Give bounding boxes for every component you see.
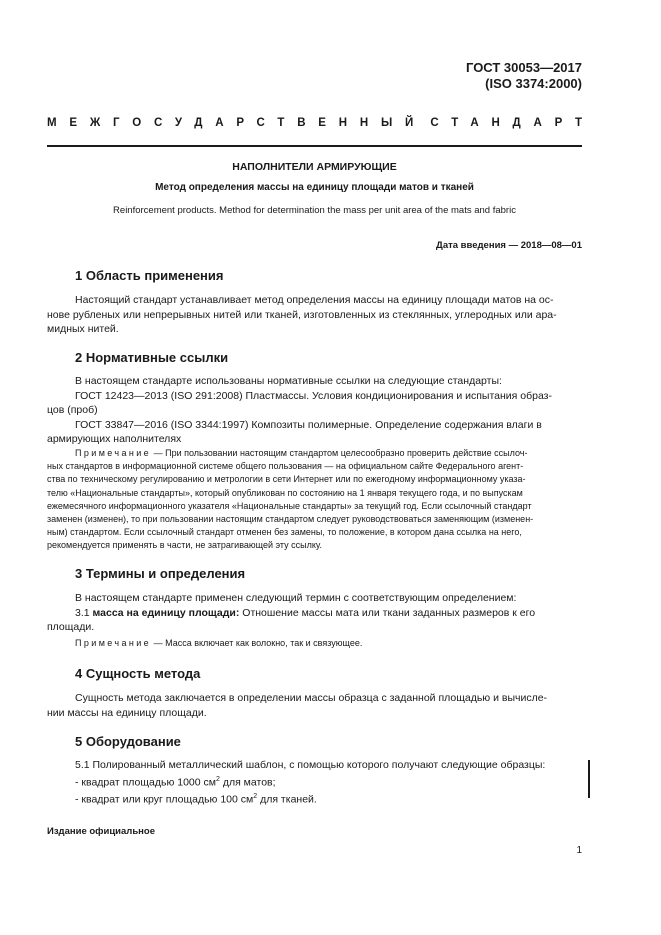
sample-item-text: для матов;: [219, 776, 276, 788]
header-rule: [47, 145, 582, 147]
note-text: — Масса включает как волокно, так и связующее.: [151, 638, 363, 648]
page-number: 1: [576, 845, 582, 856]
title-ru: НАПОЛНИТЕЛИ АРМИРУЮЩИЕ: [232, 161, 397, 173]
section-3-body: [47, 591, 582, 635]
section-3-note: [47, 637, 582, 650]
section-4-heading: 4 Сущность метода: [75, 666, 201, 681]
reference-gost-12423: ГОСТ 12423—2013 (ISO 291:2008) Пластмассы. Условия кондиционирования и испытания образ-: [75, 389, 552, 402]
section-1-heading: 1 Область применения: [75, 268, 224, 283]
note-text: — При пользовании настоящим стандартом целесообразно проверить действие ссылоч-: [151, 448, 528, 458]
official-edition-label: Издание официальное: [47, 826, 155, 837]
note-line: ных стандартов в информационной системе общего пользования — на официальном сайте Федерального агент-: [47, 461, 524, 472]
section-3-heading: 3 Термины и определения: [75, 566, 246, 581]
section-5-line: 5.1 Полированный металлический шаблон, с помощью которого получают следующие образцы:: [75, 759, 546, 771]
superscript: 2: [253, 792, 258, 800]
note-line: ежемесячного информационного указателя «Национальные стандарты» за текущий год. Если ссылочный стандарт: [47, 500, 532, 511]
gost-designation: [466, 60, 582, 92]
title-en: Reinforcement products. Method for determination the mass per unit area of the mats and fabric: [113, 205, 516, 216]
section-1-line: Настоящий стандарт устанавливает метод определения массы на единицу площади матов на ос-: [75, 294, 554, 306]
sample-item-text: для тканей.: [257, 793, 317, 805]
note-line: телю «Национальные стандарты», который опубликован по состоянию на 1 января текущего года, и по выпускам: [47, 487, 523, 498]
term-number: 3.1: [75, 606, 93, 619]
section-2-body: [47, 374, 582, 447]
term-definition-cont: площади.: [47, 621, 95, 633]
section-5-heading: 5 Оборудование: [75, 734, 181, 749]
title-subtitle: Метод определения массы на единицу площади матов и тканей: [155, 182, 474, 193]
note-line: ным) стандартом. Если ссылочный стандарт отменен без замены, то положение, в котором дана ссылка на него,: [47, 527, 522, 538]
section-2-heading: 2 Нормативные ссылки: [75, 350, 229, 365]
reference-gost-33847: ГОСТ 33847—2016 (ISO 3344:1997) Композиты полимерные. Определение содержания влаги в: [75, 418, 542, 431]
iso-number: (ISO 3374:2000): [485, 76, 582, 91]
note-label: Примечание: [75, 638, 152, 648]
note-line: ства по техническому регулированию и метрологии в сети Интернет или по ежегодному информационному указа-: [47, 474, 526, 485]
reference-gost-12423-cont: цов (проб): [47, 404, 98, 416]
standard-band-right: СТАНДАРТ: [430, 117, 595, 129]
term-definition: [47, 606, 582, 621]
sample-item-text: - квадрат или круг площадью 100 см: [75, 793, 254, 805]
change-bar: [588, 760, 590, 798]
section-4-line: нии массы на единицу площади.: [47, 706, 207, 719]
note-line: [47, 447, 582, 460]
term-name: масса на единицу площади:: [92, 606, 240, 619]
section-2-note: [47, 447, 582, 553]
note-line: [47, 637, 582, 650]
section-1-line: мидных нитей.: [47, 323, 119, 335]
sample-item-fabrics: [47, 790, 582, 807]
term-definition-text: Отношение массы мата или ткани заданных размеров к его: [239, 606, 536, 619]
standard-band: [47, 117, 595, 129]
note-label: Примечание: [75, 448, 152, 458]
note-line: рекомендуется применять в части, не затрагивающей эту ссылку.: [47, 540, 322, 551]
section-2-intro: В настоящем стандарте использованы нормативные ссылки на следующие стандарты:: [75, 375, 502, 387]
section-1-body: [47, 293, 582, 337]
standard-band-left: МЕЖГОСУДАРСТВЕННЫЙ: [47, 117, 427, 129]
section-4-body: [47, 691, 582, 720]
intro-date: Дата введения — 2018—08—01: [436, 240, 582, 251]
reference-gost-33847-cont: армирующих наполнителях: [47, 433, 182, 445]
section-1-line: нове рубленых или непрерывных нитей или тканей, изготовленных из стеклянных, углеродных или ара-: [47, 308, 557, 321]
sample-item-mats: [47, 773, 582, 790]
note-line: заменен (изменен), то при пользовании настоящим стандартом следует руководствоваться заменяющим (изменен-: [47, 514, 534, 525]
section-5-body: [47, 758, 582, 807]
superscript: 2: [216, 775, 220, 783]
gost-number: ГОСТ 30053—2017: [466, 60, 582, 75]
section-4-line: Сущность метода заключается в определении массы образца с заданной площадью и вычисле-: [75, 692, 548, 704]
sample-item-text: - квадрат площадью 1000 см: [75, 776, 216, 788]
section-3-intro: В настоящем стандарте применен следующий термин с соответствующим определением:: [75, 592, 517, 604]
